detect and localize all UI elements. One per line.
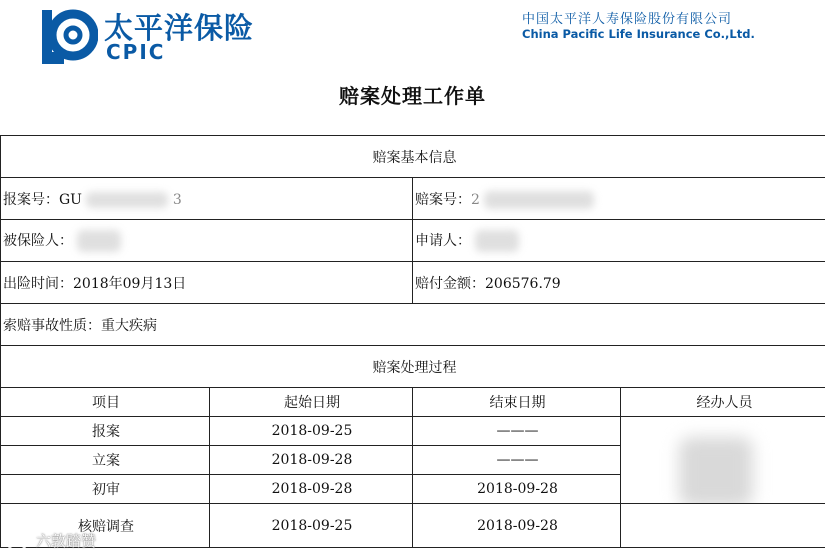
row-end-date: 2018-09-28 xyxy=(413,504,621,548)
applicant-cell xyxy=(413,220,825,262)
row-item: 报案 xyxy=(1,417,210,446)
incident-date-label: 出险时间： xyxy=(3,275,73,292)
column-header-item: 项目 xyxy=(1,388,210,417)
claim-nature-label: 索赔事故性质： xyxy=(3,317,101,334)
section-title-basic: 赔案基本信息 xyxy=(1,136,825,178)
redaction-blur xyxy=(679,437,753,504)
incident-date-cell xyxy=(1,262,413,304)
claim-no-cell xyxy=(413,178,825,220)
redaction-blur xyxy=(475,230,519,252)
incident-date-value: 2018年09月13日 xyxy=(73,275,187,292)
report-no-prefix: GU xyxy=(59,191,82,208)
company-name-cn: 中国太平洋人寿保险股份有限公司 xyxy=(522,12,733,27)
row-item: 立案 xyxy=(1,446,210,475)
row-item: 初审 xyxy=(1,475,210,504)
handler-cell xyxy=(621,417,825,504)
report-no-cell xyxy=(1,178,413,220)
row-end-date: 2018-09-28 xyxy=(413,475,621,504)
column-header-start: 起始日期 xyxy=(210,388,413,417)
redaction-blur xyxy=(77,230,121,252)
redaction-blur xyxy=(86,192,168,208)
row-item: 核赔调查 xyxy=(1,504,210,548)
watermark xyxy=(6,530,96,551)
payout-label: 赔付金额： xyxy=(415,275,485,292)
brand-name-cn: 太平洋保险 xyxy=(104,11,255,45)
claim-no-label: 赔案号： xyxy=(415,191,471,208)
form-row xyxy=(1,220,825,262)
process-header-row xyxy=(1,388,825,417)
row-start-date: 2018-09-28 xyxy=(210,446,413,475)
column-header-handler: 经办人员 xyxy=(621,388,825,417)
watermark-text: 六敦踏赞 xyxy=(36,532,97,550)
row-start-date: 2018-09-25 xyxy=(210,504,413,548)
document-title: 赔案处理工作单 xyxy=(339,84,486,108)
column-header-end: 结束日期 xyxy=(413,388,621,417)
row-end-date: ——— xyxy=(413,417,621,446)
brand-name-en: CPIC xyxy=(106,40,166,64)
form-row xyxy=(1,304,825,346)
table-row xyxy=(1,417,825,446)
section-header-row xyxy=(1,136,825,178)
claim-nature-value: 重大疾病 xyxy=(101,317,157,334)
letterhead xyxy=(0,0,825,70)
weibo-icon xyxy=(6,533,32,551)
table-row xyxy=(1,504,825,548)
report-no-tail: 3 xyxy=(172,191,182,208)
claim-nature-cell xyxy=(1,304,825,346)
row-end-date: ——— xyxy=(413,446,621,475)
redaction-blur xyxy=(484,191,594,209)
form-row xyxy=(1,262,825,304)
insured-label: 被保险人： xyxy=(3,232,73,249)
claim-no-prefix: 2 xyxy=(471,191,480,208)
row-start-date: 2018-09-28 xyxy=(210,475,413,504)
report-no-label: 报案号： xyxy=(3,191,59,208)
section-title-process: 赔案处理过程 xyxy=(1,346,825,388)
payout-cell xyxy=(413,262,825,304)
form-row xyxy=(1,178,825,220)
insured-cell xyxy=(1,220,413,262)
section-header-row xyxy=(1,346,825,388)
company-name-en: China Pacific Life Insurance Co.,Ltd. xyxy=(522,27,755,41)
cpic-logo-icon xyxy=(40,8,98,66)
handler-cell xyxy=(621,504,825,548)
payout-value: 206576.79 xyxy=(485,275,561,292)
applicant-label: 申请人： xyxy=(415,232,471,249)
row-start-date: 2018-09-25 xyxy=(210,417,413,446)
claim-form-table xyxy=(0,135,825,548)
